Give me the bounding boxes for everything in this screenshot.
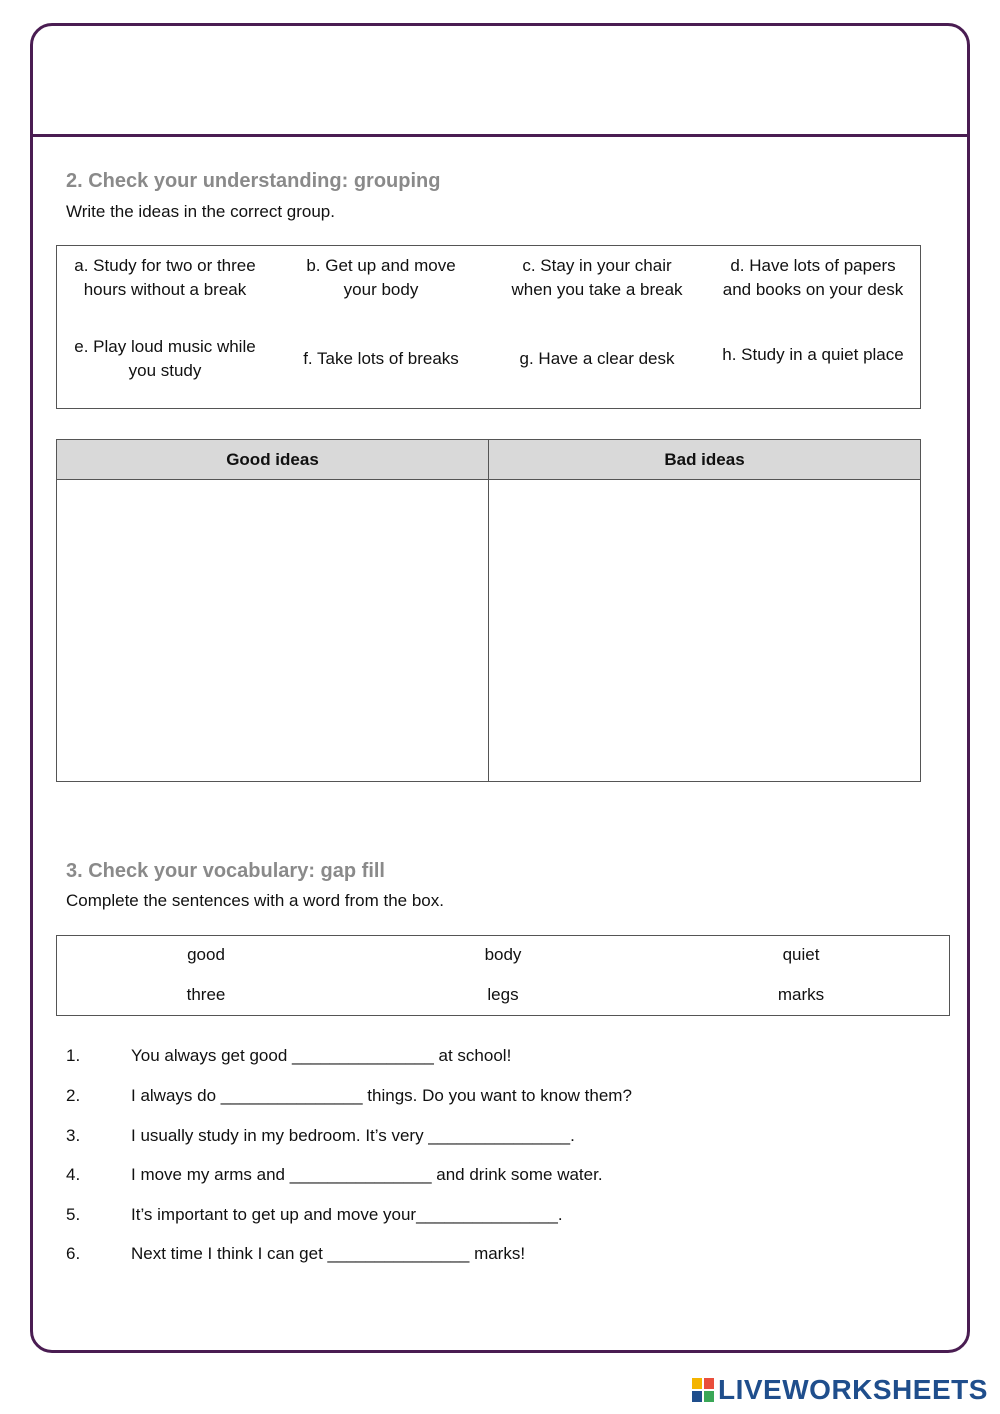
section-3-heading: 3. Check your vocabulary: gap fill bbox=[66, 860, 385, 882]
word-quiet: quiet bbox=[782, 945, 820, 964]
bad-ideas-dropzone[interactable] bbox=[489, 480, 920, 781]
idea-b[interactable]: b. Get up and move your body bbox=[306, 256, 456, 299]
idea-d[interactable]: d. Have lots of papers and books on your desk bbox=[722, 256, 904, 299]
word-box bbox=[56, 935, 950, 1016]
word-marks: marks bbox=[777, 985, 825, 1004]
sentence-number: 2. bbox=[66, 1086, 81, 1105]
liveworksheets-logo[interactable] bbox=[692, 1375, 988, 1405]
word-legs: legs bbox=[487, 985, 519, 1004]
sentence-number: 6. bbox=[66, 1244, 81, 1263]
idea-f[interactable]: f. Take lots of breaks bbox=[303, 349, 459, 368]
idea-h[interactable]: h. Study in a quiet place bbox=[722, 345, 904, 364]
sentence-text: You always get good _______________ at school! bbox=[131, 1046, 512, 1065]
sentence-number: 4. bbox=[66, 1165, 81, 1184]
idea-a[interactable]: a. Study for two or three hours without a break bbox=[74, 256, 256, 299]
grouping-table bbox=[56, 439, 921, 782]
sentence-text: Next time I think I can get _______________ marks! bbox=[131, 1244, 526, 1263]
sentence-text: I move my arms and _______________ and drink some water. bbox=[131, 1165, 603, 1184]
idea-c[interactable]: c. Stay in your chair when you take a break bbox=[511, 256, 683, 299]
word-three: three bbox=[186, 985, 226, 1004]
sentence-text: It’s important to get up and move your_______________. bbox=[131, 1205, 563, 1224]
section-2-instruction: Write the ideas in the correct group. bbox=[66, 202, 335, 221]
bad-ideas-header: Bad ideas bbox=[489, 440, 920, 480]
section-3-instruction: Complete the sentences with a word from the box. bbox=[66, 891, 444, 910]
header-divider bbox=[33, 134, 967, 137]
word-good: good bbox=[187, 945, 225, 964]
idea-g[interactable]: g. Have a clear desk bbox=[519, 349, 675, 368]
word-body: body bbox=[484, 945, 522, 964]
good-ideas-dropzone[interactable] bbox=[57, 480, 489, 781]
sentence-number: 1. bbox=[66, 1046, 81, 1065]
sentence-number: 5. bbox=[66, 1205, 81, 1224]
sentence-number: 3. bbox=[66, 1126, 81, 1145]
sentence-text: I always do _______________ things. Do you want to know them? bbox=[131, 1086, 632, 1105]
good-ideas-header: Good ideas bbox=[57, 440, 489, 480]
ideas-box bbox=[56, 245, 921, 409]
liveworksheets-logo-icon bbox=[692, 1378, 714, 1402]
logo-text: LIVEWORKSHEETS bbox=[718, 1374, 988, 1405]
idea-e[interactable]: e. Play loud music while you study bbox=[74, 337, 256, 380]
section-2-heading: 2. Check your understanding: grouping bbox=[66, 170, 441, 192]
sentence-text: I usually study in my bedroom. It’s very _______________. bbox=[131, 1126, 575, 1145]
